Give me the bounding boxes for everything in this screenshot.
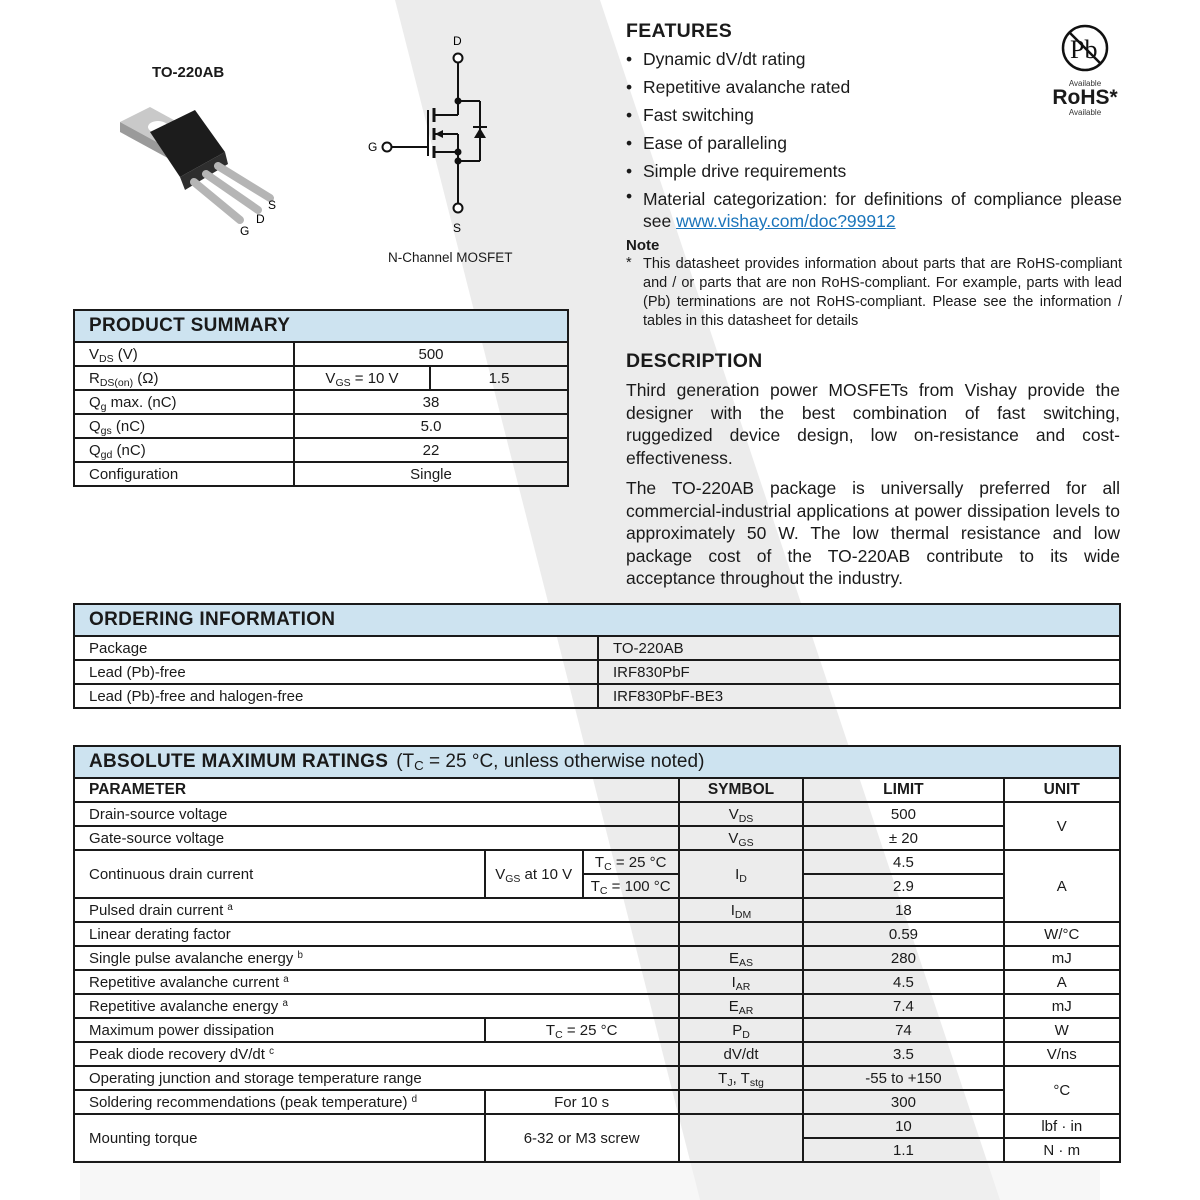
n-channel-mosfet-symbol	[360, 30, 510, 240]
unit-cell: V	[1004, 802, 1120, 850]
table-row	[74, 826, 1120, 850]
table-row	[74, 342, 568, 366]
note-title: Note	[626, 237, 660, 254]
table-row	[74, 922, 1120, 946]
pin-d-label: D	[256, 212, 265, 226]
value-cell: 5.0	[294, 414, 568, 438]
limit-cell: 18	[803, 898, 1003, 922]
features-title: FEATURES	[626, 20, 733, 42]
unit-cell: W/°C	[1004, 922, 1120, 946]
feature-item: • Repetitive avalanche rated	[626, 73, 1122, 101]
table-row	[74, 1114, 1120, 1138]
table-row	[74, 1018, 1120, 1042]
param-cell: Linear derating factor	[74, 922, 679, 946]
pin-g-label: G	[240, 224, 250, 238]
unit-header: UNIT	[1004, 778, 1120, 802]
unit-cell: V/ns	[1004, 1042, 1120, 1066]
param-cell: Repetitive avalanche energy $^a$	[74, 994, 679, 1018]
label-cell: Lead (Pb)-free and halogen-free	[74, 684, 598, 708]
feature-item: • Dynamic dV/dt rating	[626, 45, 1122, 73]
param-cell: Mounting torque	[74, 1114, 485, 1162]
value-cell: 22	[294, 438, 568, 462]
compliance-link[interactable]: www.vishay.com/doc?99912	[676, 211, 896, 231]
drain-label: D	[453, 34, 462, 48]
description-title: DESCRIPTION	[626, 350, 763, 372]
svg-text:Pb: Pb	[1070, 35, 1098, 64]
parameter-header: PARAMETER	[74, 778, 679, 802]
limit-cell: 74	[803, 1018, 1003, 1042]
rohs-available-caption: Available	[1068, 108, 1102, 117]
limit-cell: 4.5	[803, 970, 1003, 994]
param-cell: Peak diode recovery dV/dt $^c$	[74, 1042, 679, 1066]
table-row	[74, 660, 1120, 684]
param-cell: Soldering recommendations (peak temperature) $^d$	[74, 1090, 485, 1114]
symbol-cell: $I_D$	[679, 850, 804, 898]
condition-cell: $V_{GS}$ at 10 V	[485, 850, 583, 898]
table-row	[74, 366, 568, 390]
unit-cell: A	[1004, 850, 1120, 922]
limit-cell: -55 to +150	[803, 1066, 1003, 1090]
table-row	[74, 414, 568, 438]
ratings-title: ABSOLUTE MAXIMUM RATINGS ($T_C = 25$ °C, unless otherwise noted)	[74, 746, 1120, 778]
limit-cell: 7.4	[803, 994, 1003, 1018]
pb-available-caption: Available	[1068, 79, 1102, 88]
param-cell: $V_{DS}$ (V)	[74, 342, 294, 366]
table-row	[74, 390, 568, 414]
table-row	[74, 1042, 1120, 1066]
condition-cell: 6-32 or M3 screw	[485, 1114, 679, 1162]
param-cell: Maximum power dissipation	[74, 1018, 485, 1042]
pin-s-label: S	[268, 198, 277, 212]
condition-cell: $T_C = 25$ °C	[485, 1018, 679, 1042]
limit-cell: 1.1	[803, 1138, 1003, 1162]
param-cell: Pulsed drain current $^a$	[74, 898, 679, 922]
rohs-note	[626, 236, 1122, 331]
symbol-cell: dV/dt	[679, 1042, 804, 1066]
gate-label: G	[368, 140, 378, 154]
unit-cell: N · m	[1004, 1138, 1120, 1162]
limit-cell: 4.5	[803, 850, 1003, 874]
value-cell: IRF830PbF-BE3	[598, 684, 1120, 708]
temp-condition-cell: $T_C = 100$ °C	[583, 874, 679, 898]
table-row	[74, 684, 1120, 708]
value-cell: 38	[294, 390, 568, 414]
limit-cell: 0.59	[803, 922, 1003, 946]
unit-cell: lbf · in	[1004, 1114, 1120, 1138]
table-row	[74, 970, 1120, 994]
feature-item: • Fast switching	[626, 101, 1122, 129]
symbol-cell: $I_{DM}$	[679, 898, 804, 922]
limit-cell: 280	[803, 946, 1003, 970]
param-cell: $Q_{gs}$ (nC)	[74, 414, 294, 438]
temp-condition-cell: $T_C = 25$ °C	[583, 850, 679, 874]
feature-item: • Simple drive requirements	[626, 157, 1122, 185]
symbol-cell: $V_{DS}$	[679, 802, 804, 826]
pb-free-icon	[1057, 22, 1113, 74]
rohs-logo	[1040, 22, 1130, 132]
source-label: S	[453, 221, 462, 235]
limit-cell: 2.9	[803, 874, 1003, 898]
limit-cell: 500	[803, 802, 1003, 826]
table-row	[74, 946, 1120, 970]
symbol-cell: $P_D$	[679, 1018, 804, 1042]
table-row	[74, 1066, 1120, 1090]
symbol-cell: $T_J$, $T_{stg}$	[679, 1066, 804, 1090]
to220-package-image	[110, 92, 290, 242]
condition-cell: $V_{GS} = 10$ V	[294, 366, 430, 390]
unit-cell: mJ	[1004, 946, 1120, 970]
limit-cell: 300	[803, 1090, 1003, 1114]
table-row	[74, 850, 1120, 874]
value-cell: 500	[294, 342, 568, 366]
table-row	[74, 1090, 1120, 1114]
param-cell: $Q_g$ max. (nC)	[74, 390, 294, 414]
param-cell: Operating junction and storage temperature range	[74, 1066, 679, 1090]
value-cell: Single	[294, 462, 568, 486]
unit-cell: °C	[1004, 1066, 1120, 1114]
symbol-cell: $E_{AS}$	[679, 946, 804, 970]
ordering-information-table	[73, 603, 1121, 709]
value-cell: 1.5	[430, 366, 568, 390]
unit-cell: W	[1004, 1018, 1120, 1042]
header-row	[74, 778, 1120, 802]
unit-cell: A	[1004, 970, 1120, 994]
value-cell: TO-220AB	[598, 636, 1120, 660]
limit-header: LIMIT	[803, 778, 1003, 802]
schematic-caption: N-Channel MOSFET	[388, 250, 513, 265]
product-summary-title: PRODUCT SUMMARY	[74, 310, 568, 342]
symbol-cell: $I_{AR}$	[679, 970, 804, 994]
table-row	[74, 636, 1120, 660]
absolute-maximum-ratings-table	[73, 745, 1121, 1163]
label-cell: Package	[74, 636, 598, 660]
limit-cell: ± 20	[803, 826, 1003, 850]
feature-item: • Ease of paralleling	[626, 129, 1122, 157]
symbol-cell	[679, 1090, 804, 1114]
param-cell: Gate-source voltage	[74, 826, 679, 850]
material-text: Material categorization: for definitions of compliance please see	[643, 189, 1122, 231]
param-cell: $R_{DS(on)}$ (Ω)	[74, 366, 294, 390]
description-section	[626, 350, 1120, 598]
symbol-cell	[679, 1114, 804, 1162]
symbol-header: SYMBOL	[679, 778, 804, 802]
table-row	[74, 802, 1120, 826]
value-cell: IRF830PbF	[598, 660, 1120, 684]
param-cell: Drain-source voltage	[74, 802, 679, 826]
condition-cell: For 10 s	[485, 1090, 679, 1114]
symbol-cell: $V_{GS}$	[679, 826, 804, 850]
param-cell: Configuration	[74, 462, 294, 486]
note-text: * This datasheet provides information about parts that are RoHS-compliant and / or parts that are non RoHS-compliant. For example, parts with lead (Pb) terminations are not RoHS-compliant. Please see the information / tables in this datasheet for details	[626, 255, 1122, 331]
table-row	[74, 438, 568, 462]
limit-cell: 10	[803, 1114, 1003, 1138]
param-cell: Continuous drain current	[74, 850, 485, 898]
symbol-cell: $E_{AR}$	[679, 994, 804, 1018]
param-cell: Single pulse avalanche energy $^b$	[74, 946, 679, 970]
table-row	[74, 462, 568, 486]
limit-cell: 3.5	[803, 1042, 1003, 1066]
label-cell: Lead (Pb)-free	[74, 660, 598, 684]
symbol-cell	[679, 922, 804, 946]
table-row	[74, 994, 1120, 1018]
rohs-label: RoHS*	[1052, 86, 1118, 109]
product-summary-table	[73, 309, 569, 487]
description-paragraph: Third generation power MOSFETs from Vishay provide the designer with the best combination of fast switching, ruggedized device design, low on-resistance and cost-effectiveness.	[626, 380, 1120, 468]
ordering-information-title: ORDERING INFORMATION	[74, 604, 1120, 636]
package-label: TO-220AB	[152, 64, 225, 81]
feature-item-material	[626, 185, 1122, 232]
table-row	[74, 898, 1120, 922]
param-cell: Repetitive avalanche current $^a$	[74, 970, 679, 994]
unit-cell: mJ	[1004, 994, 1120, 1018]
param-cell: $Q_{gd}$ (nC)	[74, 438, 294, 462]
description-paragraph: The TO-220AB package is universally preferred for all commercial-industrial applications at power dissipation levels to approximately 50 W. The low thermal resistance and low package cost of the TO-220AB contribute to its wide acceptance throughout the industry.	[626, 478, 1120, 588]
